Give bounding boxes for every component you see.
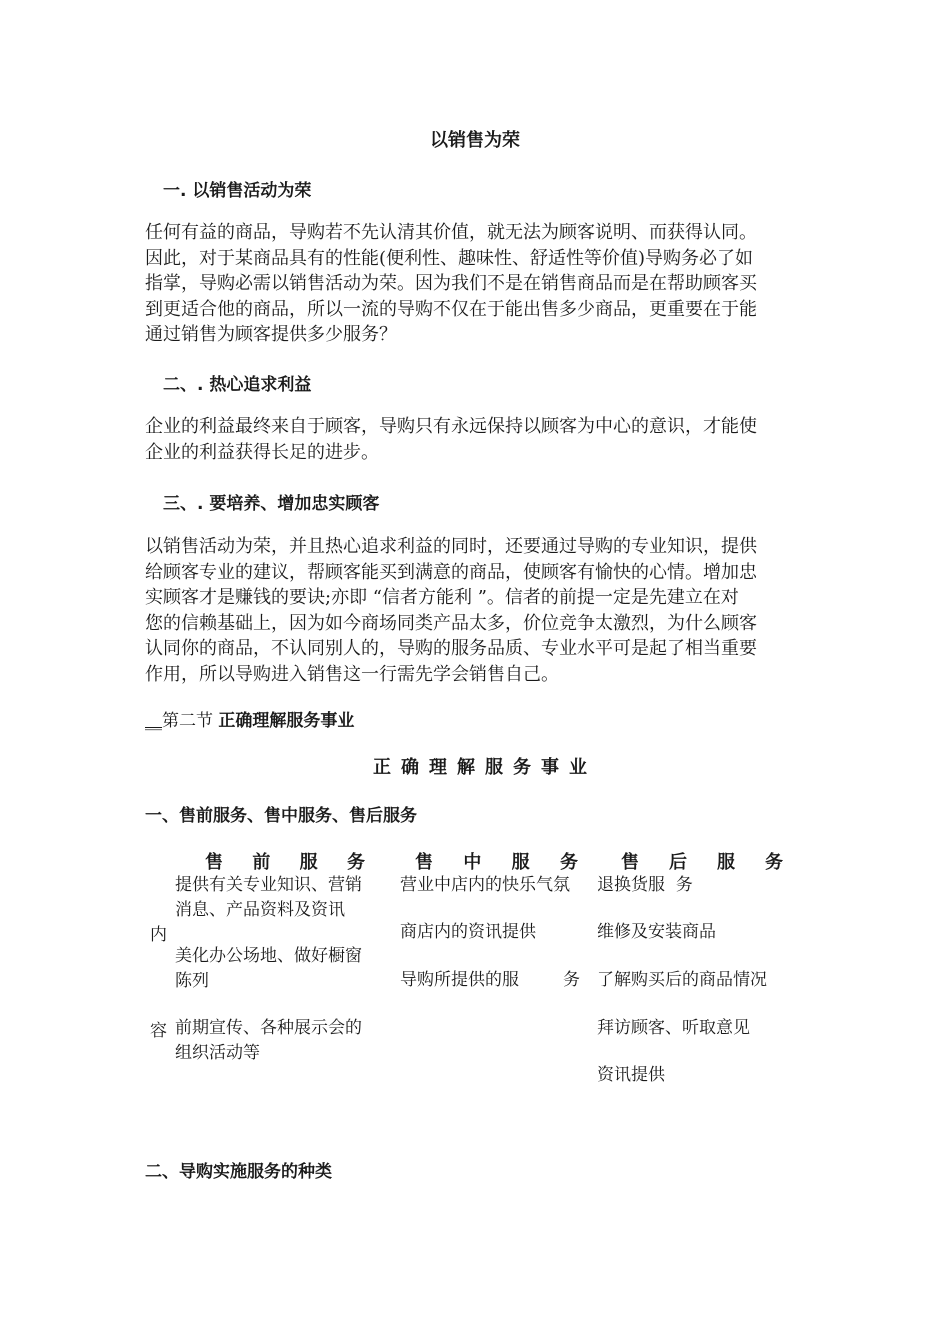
chapter-label: 第二节 — [162, 711, 213, 731]
header-char: 务 — [346, 852, 365, 873]
document-title: 以销售为荣 — [430, 130, 520, 151]
mid-sale-cell-3-tail: 务 — [563, 970, 580, 990]
paragraph-line: 任何有益的商品，导购若不先认清其价值，就无法为顾客说明、而获得认同。 — [145, 222, 757, 243]
section-body-1 — [145, 220, 757, 348]
pre-sale-cell-3 — [175, 1016, 362, 1066]
paragraph-line: 您的信赖基础上，因为如今商场同类产品太多，价位竞争太激烈，为什么顾客 — [145, 612, 757, 634]
pre-sale-cell-2 — [175, 944, 362, 994]
cell-line: 提供有关专业知识、营销 — [175, 875, 362, 895]
mid-sale-cell-2: 商店内的资讯提供 — [400, 922, 536, 942]
paragraph-line: 通过销售为顾客提供多少服务？ — [145, 324, 397, 345]
center-title: 正确理解服务事业 — [373, 757, 597, 778]
row-label-top: 内 — [150, 925, 167, 945]
section-heading-2: 二、. 热心追求利益 — [163, 375, 312, 395]
pre-sale-cell-1 — [175, 873, 362, 923]
heading-service-kinds: 二、导购实施服务的种类 — [145, 1162, 332, 1182]
post-sale-cell-2: 维修及安装商品 — [597, 922, 716, 942]
section-heading-3: 三、. 要培养、增加忠实顾客 — [163, 494, 380, 514]
post-sale-cell-5: 资讯提供 — [597, 1065, 665, 1085]
post-sale-cell-1: 退换货服 务 — [597, 875, 693, 895]
paragraph-line: 实顾客才是赚钱的要诀;亦即 “信者方能利 ”。信者的前提一定是先建立在对 — [145, 587, 739, 608]
header-char: 中 — [463, 852, 482, 873]
header-char: 前 — [252, 852, 271, 873]
header-char: 服 — [717, 852, 735, 873]
paragraph-line: 企业的利益获得长足的进步。 — [145, 441, 379, 463]
paragraph-line: 指掌，导购必需以销售活动为荣。因为我们不是在销售商品而是在帮助顾客买 — [145, 273, 757, 294]
paragraph-line: 企业的利益最终来自于顾客，导购只有永远保持以顾客为中心的意识，才能使 — [145, 416, 757, 437]
header-char: 务 — [765, 852, 783, 873]
header-char: 务 — [559, 852, 578, 873]
header-char: 售 — [621, 852, 639, 873]
paragraph-line: 因此，对于某商品具有的性能(便利性、趣味性、舒适性等价值)导购务必了如 — [145, 247, 754, 269]
paragraph-line: 认同你的商品，不认同别人的，导购的服务品质、专业水平可是起了相当重要 — [145, 638, 757, 659]
section-body-2 — [145, 414, 757, 465]
mid-sale-cell-1: 营业中店内的快乐气氛 — [400, 875, 570, 895]
post-sale-cell-3: 了解购买后的商品情况 — [597, 970, 767, 990]
chapter-line — [145, 706, 354, 731]
paragraph-line: 给顾客专业的建议，帮顾客能买到满意的商品，使顾客有愉快的心情。增加忠 — [145, 561, 757, 583]
table-header-post — [621, 848, 783, 874]
blank-underline: __ — [145, 711, 162, 731]
section-heading-1: 一. 以销售活动为荣 — [163, 181, 312, 201]
cell-line: 陈列 — [175, 971, 209, 991]
cell-line: 组织活动等 — [175, 1043, 260, 1063]
header-char: 售 — [415, 852, 433, 873]
post-sale-cell-4: 拜访顾客、听取意见 — [597, 1018, 750, 1038]
cell-line: 消息、产品资料及资讯 — [175, 900, 345, 920]
header-char: 服 — [511, 852, 530, 873]
heading-service-types: 一、售前服务、售中服务、售后服务 — [145, 806, 417, 826]
table-header-pre — [205, 848, 365, 874]
table-header-mid — [415, 848, 578, 874]
paragraph-line: 以销售活动为荣，并且热心追求利益的同时，还要通过导购的专业知识，提供 — [145, 536, 757, 557]
header-char: 后 — [669, 852, 687, 873]
mid-sale-cell-3: 导购所提供的服 — [400, 970, 519, 990]
paragraph-line: 到更适合他的商品，所以一流的导购不仅在于能出售多少商品，更重要在于能 — [145, 298, 757, 320]
paragraph-line: 作用，所以导购进入销售这一行需先学会销售自己。 — [145, 663, 559, 685]
header-char: 售 — [205, 852, 223, 873]
row-label-bottom: 容 — [150, 1021, 167, 1041]
cell-line: 前期宣传、各种展示会的 — [175, 1018, 362, 1038]
header-char: 服 — [299, 852, 318, 873]
chapter-title: 正确理解服务事业 — [218, 711, 355, 731]
cell-line: 美化办公场地、做好橱窗 — [175, 946, 362, 966]
section-body-3 — [145, 534, 757, 687]
